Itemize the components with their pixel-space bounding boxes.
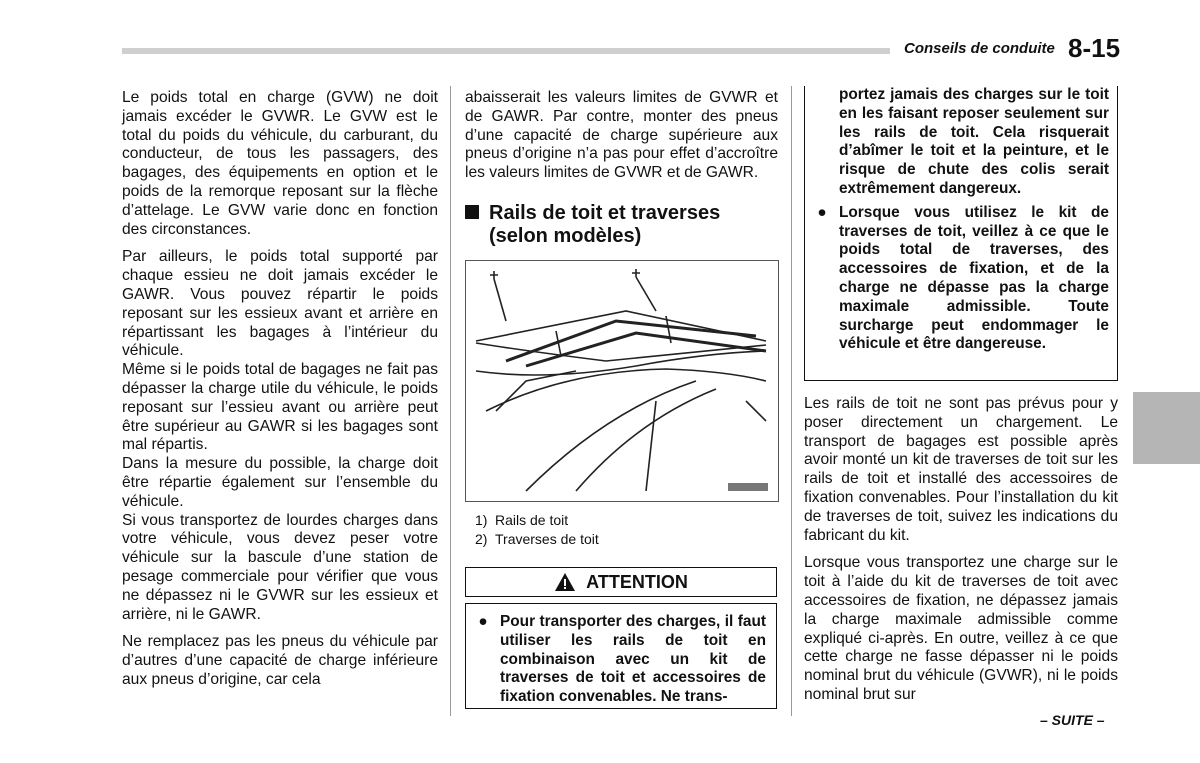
legend-text: Traverses de toit — [495, 530, 599, 547]
bullet-icon: ● — [817, 203, 827, 221]
legend-text: Rails de toit — [495, 511, 569, 528]
warning-item — [466, 613, 776, 707]
bullet-icon: ● — [478, 612, 488, 630]
figure-reference-code — [728, 483, 768, 491]
section-heading-text: Rails de toit et traverses (selon modèles) — [489, 201, 721, 247]
paragraph-distribution: Dans la mesure du possible, la charge doit être répartie également sur l’ensemble du véhicule. — [122, 455, 438, 510]
warning-item-cont — [805, 86, 1117, 199]
legend-item — [465, 530, 778, 549]
roof-rails-illustration — [465, 260, 779, 502]
continued-marker: – SUITE – — [1040, 712, 1105, 728]
column-divider-1 — [450, 86, 451, 716]
column-3 — [804, 395, 1118, 705]
warning-box — [465, 603, 777, 709]
paragraph-roof-load: Lorsque vous transportez une charge sur le toit à l’aide du kit de traverses de toit avec accessoires de fixation, ne dépassez jamais la charge maximale admissible comme expliqué ci-après. En outre, veillez à ce que cette charge ne fasse dépasser ni le poids nominal brut du véhicule (GVWR), ni le poids nominal brut sur — [804, 554, 1118, 703]
paragraph-gawr: Par ailleurs, le poids total supporté par chaque essieu ne doit jamais excéder le GAWR. Vous pouvez répartir le poids reposant sur les essieux avant et arrière en répartissant les bagages à l’intérieur du véhicule. — [122, 248, 438, 360]
legend-number: 1) — [475, 511, 488, 528]
column-2 — [465, 89, 778, 709]
column-1 — [122, 89, 438, 690]
paragraph-axle-load: Même si le poids total de bagages ne fait pas dépasser la charge utile du véhicule, le poids reposant sur l’essieu avant ou arrière peut être supérieur au GAWR si les bagages sont mal répartis. — [122, 361, 438, 454]
paragraph-weighing: Si vous transportez de lourdes charges dans votre véhicule, vous devez peser votre véhicule sur la bascule d’une station de pesage commerciale pour vérifier que vous ne dépassez ni le GVWR sur les essieux et arrière, ni le GAWR. — [122, 511, 438, 623]
warning-box-continued — [804, 86, 1118, 381]
warning-item — [805, 204, 1117, 354]
black-square-icon — [465, 205, 479, 219]
warning-text-1: Pour transporter des charges, il faut utiliser les rails de toit en combinaison avec un kit de traverses de toit et accessoires de fixation convenables. Ne trans- — [500, 612, 766, 706]
warning-triangle-icon — [554, 572, 576, 592]
legend-item — [465, 511, 778, 530]
roof-rails-drawing — [466, 261, 778, 501]
legend-number: 2) — [475, 530, 488, 547]
section-heading — [465, 202, 778, 248]
chapter-thumb-tab — [1133, 392, 1200, 464]
paragraph-tires: Ne remplacez pas les pneus du véhicule par d’autres d’une capacité de charge inférieure aux pneus d’origine, car cela — [122, 633, 438, 688]
paragraph-roof-rails: Les rails de toit ne sont pas prévus pour y poser directement un chargement. Le transport de bagages est possible après avoir monté un kit de traverses de toit sur les rails de toit et installé des accessoires de fixation convenables. Pour l’installation du kit de traverses de toit, suivez les indications du fabricant du kit. — [804, 395, 1118, 544]
figure-legend — [465, 511, 778, 549]
attention-header — [465, 567, 777, 597]
header-rule — [122, 48, 890, 54]
attention-label: ATTENTION — [586, 571, 688, 592]
warning-text-1-cont: portez jamais des charges sur le toit en les faisant reposer seulement sur les rails de toit. Cela risquerait d’abîmer le toit et la peinture, et le risque de chute des colis serait extrêmement dangereux. — [839, 86, 1109, 197]
paragraph-gvw: Le poids total en charge (GVW) ne doit jamais excéder le GVWR. Le GVW est le total du poids du véhicule, du carburant, du conducteur, de tous les passagers, des bagages, des équipements en option et le poids de la remorque reposant sur la flèche d’attelage. Le GVW varie donc en fonction des circonstances. — [122, 89, 438, 238]
page-number: 8-15 — [1068, 33, 1121, 63]
paragraph-tires-cont: abaisserait les valeurs limites de GVWR et de GAWR. Par contre, monter des pneus d’une capacité de charge supérieure aux pneus d’origine n’a pas pour effet d’accroître les valeurs limites de GVWR et de GAWR. — [465, 89, 778, 182]
column-divider-2 — [791, 86, 792, 716]
section-header-title: Conseils de conduite — [904, 40, 1055, 57]
warning-text-2: Lorsque vous utilisez le kit de traverses de toit, veillez à ce que le poids total de traverses, des accessoires de fixation, et de la charge ne dépasse pas la charge maximale admissible. Toute surcharge peut endommager le véhicule et être dangereuse. — [839, 203, 1109, 353]
